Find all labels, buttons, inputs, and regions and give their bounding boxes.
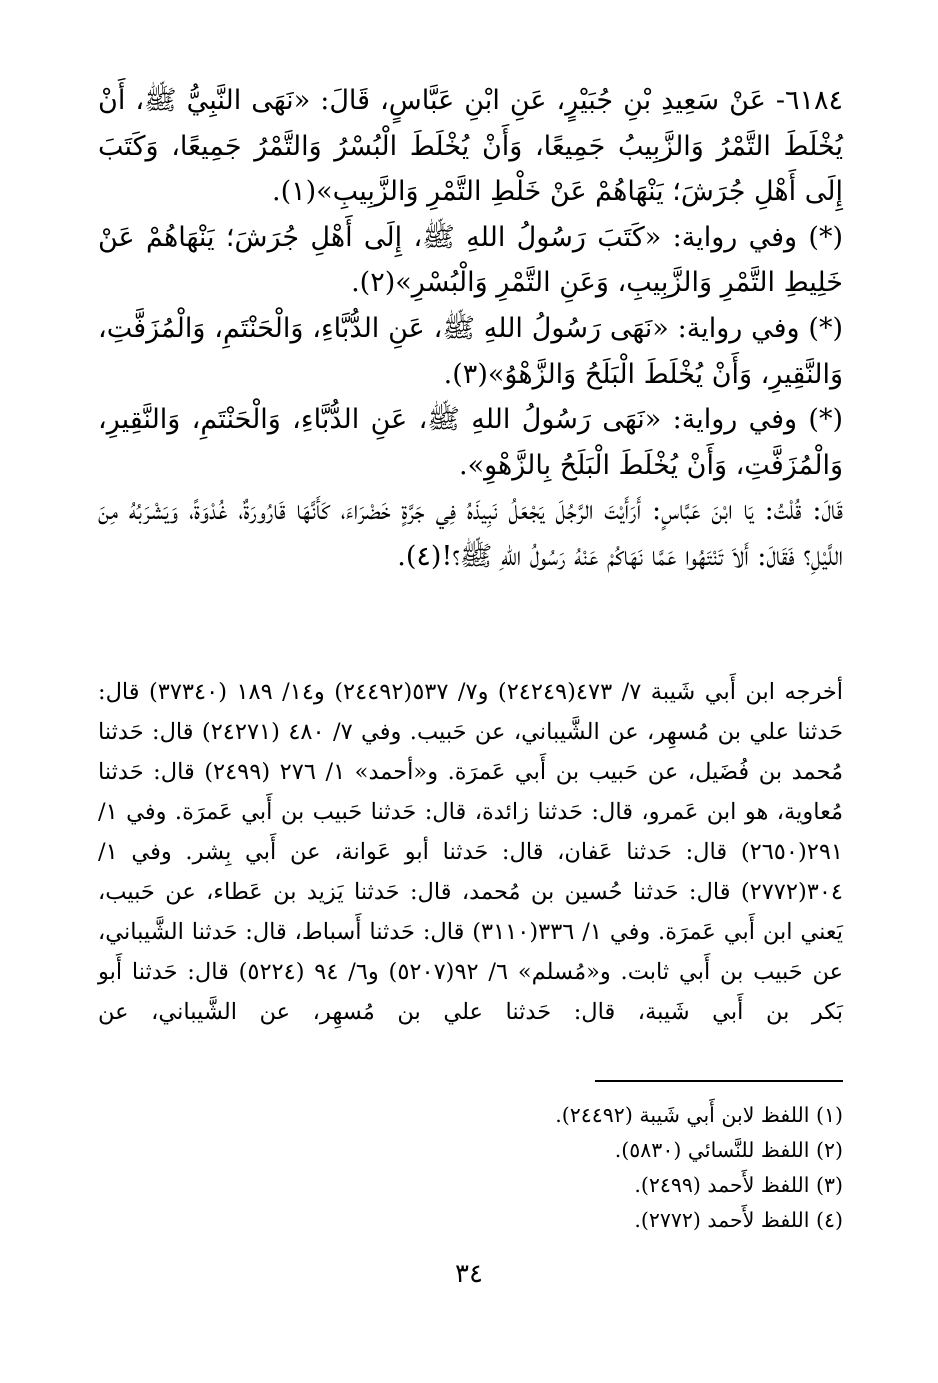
footnotes: [98, 1098, 843, 1238]
hadith-main: ٦١٨٤- عَنْ سَعِيدِ بْنِ جُبَيْرٍ، عَنِ ابْنِ عَبَّاسٍ، قَالَ: «نَهَى النَّبِيُّ ﷺ، أَنْ يُخْلَطَ التَّمْرُ وَالزَّبِيبُ جَمِيعًا، وَأَنْ يُخْلَطَ الْبُسْرُ وَالتَّمْرُ جَمِيعًا، وَكَتَبَ إِلَى أَهْلِ جُرَشَ؛ يَنْهَاهُمْ عَنْ خَلْطِ التَّمْرِ وَالزَّبِيبِ»(١).: [98, 85, 843, 208]
hadith-variant-3: (*) وفي رواية: «نَهَى رَسُولُ اللهِ ﷺ، عَنِ الدُّبَّاءِ، وَالْحَنْتَمِ، وَالنَّقِيرِ، وَالْمُزَفَّتِ، وَأَنْ يُخْلَطَ الْبَلَحُ بِالزَّهْوِ».: [98, 404, 843, 481]
footnote-3: (٣) اللفظ لأَحمد (٢٤٩٩).: [634, 1173, 843, 1197]
page-number: ٣٤: [455, 1259, 483, 1289]
footnote-1: (١) اللفظ لابن أَبي شَيبة (٢٤٤٩٢).: [555, 1103, 843, 1127]
hadith-text: [98, 78, 843, 580]
hadith-variant-2: (*) وفي رواية: «نَهَى رَسُولُ اللهِ ﷺ، عَنِ الدُّبَّاءِ، وَالْحَنْتَمِ، وَالْمُزَفَّتِ، وَالنَّقِيرِ، وَأَنْ يُخْلَطَ الْبَلَحُ وَالزَّهْوُ»(٣).: [98, 312, 843, 390]
hadith-variant-1: (*) وفي رواية: «كَتَبَ رَسُولُ اللهِ ﷺ، إِلَى أَهْلِ جُرَشَ؛ يَنْهَاهُمْ عَنْ خَلِيطِ التَّمْرِ وَالزَّبِيبِ، وَعَنِ التَّمْرِ وَالْبُسْرِ»(٢).: [98, 221, 843, 299]
footnote-divider: [595, 1080, 843, 1082]
hadith-question: قَالَ: قُلْتُ: يَا ابْنَ عَبَّاسٍ: أَرَأَيْتَ الرَّجُلَ يَجْعَلُ نَبِيذَهُ فِي جَرَّةٍ خَضْرَاءَ، كَأَنَّهَا قَارُورَةٌ، غُدْوَةً، وَيَشْرَبُهُ مِنَ اللَّيْلِ؟ فَقَالَ: أَلاَ تَنْتَهُوا عَمَّا نَهَاكُمْ عَنْهُ رَسُولُ اللهِ ﷺ؟!(٤).: [98, 495, 843, 572]
takhrij-text: [98, 672, 843, 1032]
takhrij-paragraph: أخرجه ابن أَبي شَيبة ٧/ ٤٧٣(٢٤٢٤٩) و٧/ ٥٣٧(٢٤٤٩٢) و١٤/ ١٨٩ (٣٧٣٤٠) قال: حَدثنا علي بن مُسهِر، عن الشَّيباني، عن حَبيب. وفي ٧/ ٤٨٠ (٢٤٢٧١) قال: حَدثنا مُحمد بن فُضَيل، عن حَبيب بن أَبي عَمرَة. و«أحمد» ١/ ٢٧٦ (٢٤٩٩) قال: حَدثنا مُعاوية، هو ابن عَمرو، قال: حَدثنا زائدة، قال: حَدثنا حَبيب بن أَبي عَمرَة. وفي ١/ ٢٩١(٢٦٥٠) قال: حَدثنا عَفان، قال: حَدثنا أبو عَوانة، عن أَبي بِشر. وفي ١/ ٣٠٤(٢٧٧٢) قال: حَدثنا حُسين بن مُحمد، قال: حَدثنا يَزيد بن عَطاء، عن حَبيب، يَعني ابن أَبي عَمرَة. وفي ١/ ٣٣٦(٣١١٠) قال: حَدثنا أَسباط، قال: حَدثنا الشَّيباني، عن حَبيب بن أَبي ثابت. و«مُسلم» ٦/ ٩٢(٥٢٠٧) و٦/ ٩٤ (٥٢٢٤) قال: حَدثنا أَبو بَكر بن أَبي شَيبة، قال: حَدثنا علي بن مُسهِر، عن الشَّيباني، عن: [98, 679, 844, 1025]
footnote-2: (٢) اللفظ للنَّسائي (٥٨٣٠).: [614, 1138, 843, 1162]
footnote-4: (٤) اللفظ لأَحمد (٢٧٧٢).: [634, 1208, 843, 1232]
